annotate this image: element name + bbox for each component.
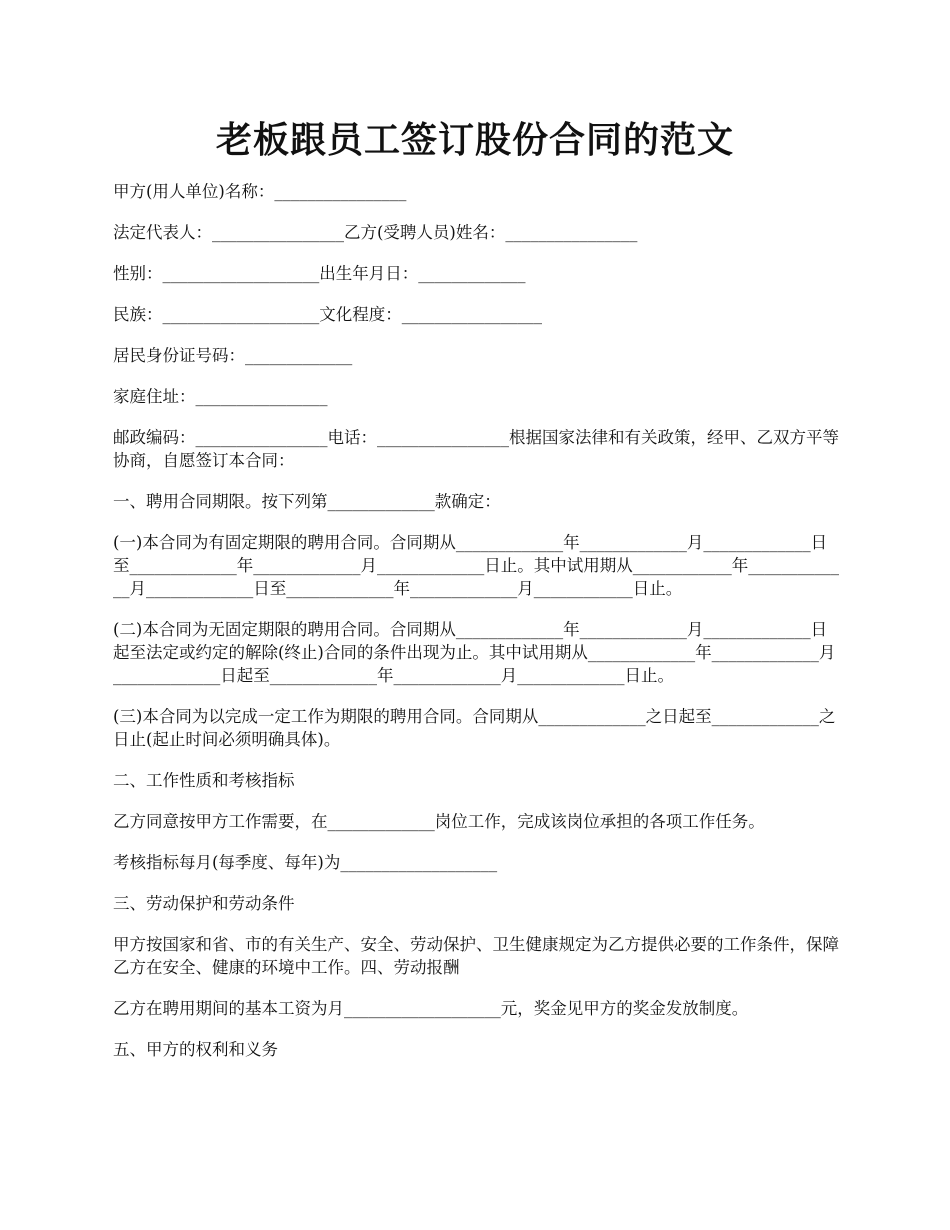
document-body xyxy=(113,180,841,1079)
paragraph-section-1: 一、聘用合同期限。按下列第_____________款确定： xyxy=(113,492,501,511)
paragraph-legal-rep: 法定代表人：________________乙方(受聘人员)姓名：________________ xyxy=(113,223,638,242)
paragraph-clause-1-1: (一)本合同为有固定期限的聘用合同。合同期从_____________年_____________月_____________日至_____________年_____________月_____________日止。其中试用期从____________年_____________月_____________日至_____________年_____________月____________日止。 xyxy=(113,533,839,598)
paragraph-gender-birth: 性别：___________________出生年月日：_____________ xyxy=(113,264,526,283)
paragraph-ethnicity-education: 民族：___________________文化程度：_________________ xyxy=(113,305,542,324)
paragraph-party-a-name: 甲方(用人单位)名称：________________ xyxy=(113,182,407,201)
paragraph-postcode-phone: 邮政编码：________________电话：________________根据国家法律和有关政策，经甲、乙双方平等协商，自愿签订本合同： xyxy=(113,428,839,470)
paragraph-section-2: 二、工作性质和考核指标 xyxy=(113,771,295,790)
paragraph-section-3: 三、劳动保护和劳动条件 xyxy=(113,894,295,913)
paragraph-job-position: 乙方同意按甲方工作需要，在_____________岗位工作，完成该岗位承担的各项工作任务。 xyxy=(113,812,765,831)
document-title: 老板跟员工签订股份合同的范文 xyxy=(215,119,734,161)
paragraph-section-5: 五、甲方的权利和义务 xyxy=(113,1040,278,1059)
paragraph-clause-1-3: (三)本合同为以完成一定工作为期限的聘用合同。合同期从_____________之日起至_____________之日止(起止时间必须明确具体)。 xyxy=(113,707,836,749)
paragraph-id-number: 居民身份证号码：_____________ xyxy=(113,346,353,365)
paragraph-labor-protection: 甲方按国家和省、市的有关生产、安全、劳动保护、卫生健康规定为乙方提供必要的工作条件，保障乙方在安全、健康的环境中工作。四、劳动报酬 xyxy=(113,935,839,977)
paragraph-assessment: 考核指标每月(每季度、每年)为___________________ xyxy=(113,853,498,872)
paragraph-clause-1-2: (二)本合同为无固定期限的聘用合同。合同期从_____________年_____________月_____________日起至法定或约定的解除(终止)合同的条件出现为止。其中试用期从_____________年_____________月_____________日起至_____________年_____________月_____________日止。 xyxy=(113,620,836,685)
paragraph-address: 家庭住址：________________ xyxy=(113,387,328,406)
paragraph-salary: 乙方在聘用期间的基本工资为月___________________元，奖金见甲方的奖金发放制度。 xyxy=(113,999,749,1018)
